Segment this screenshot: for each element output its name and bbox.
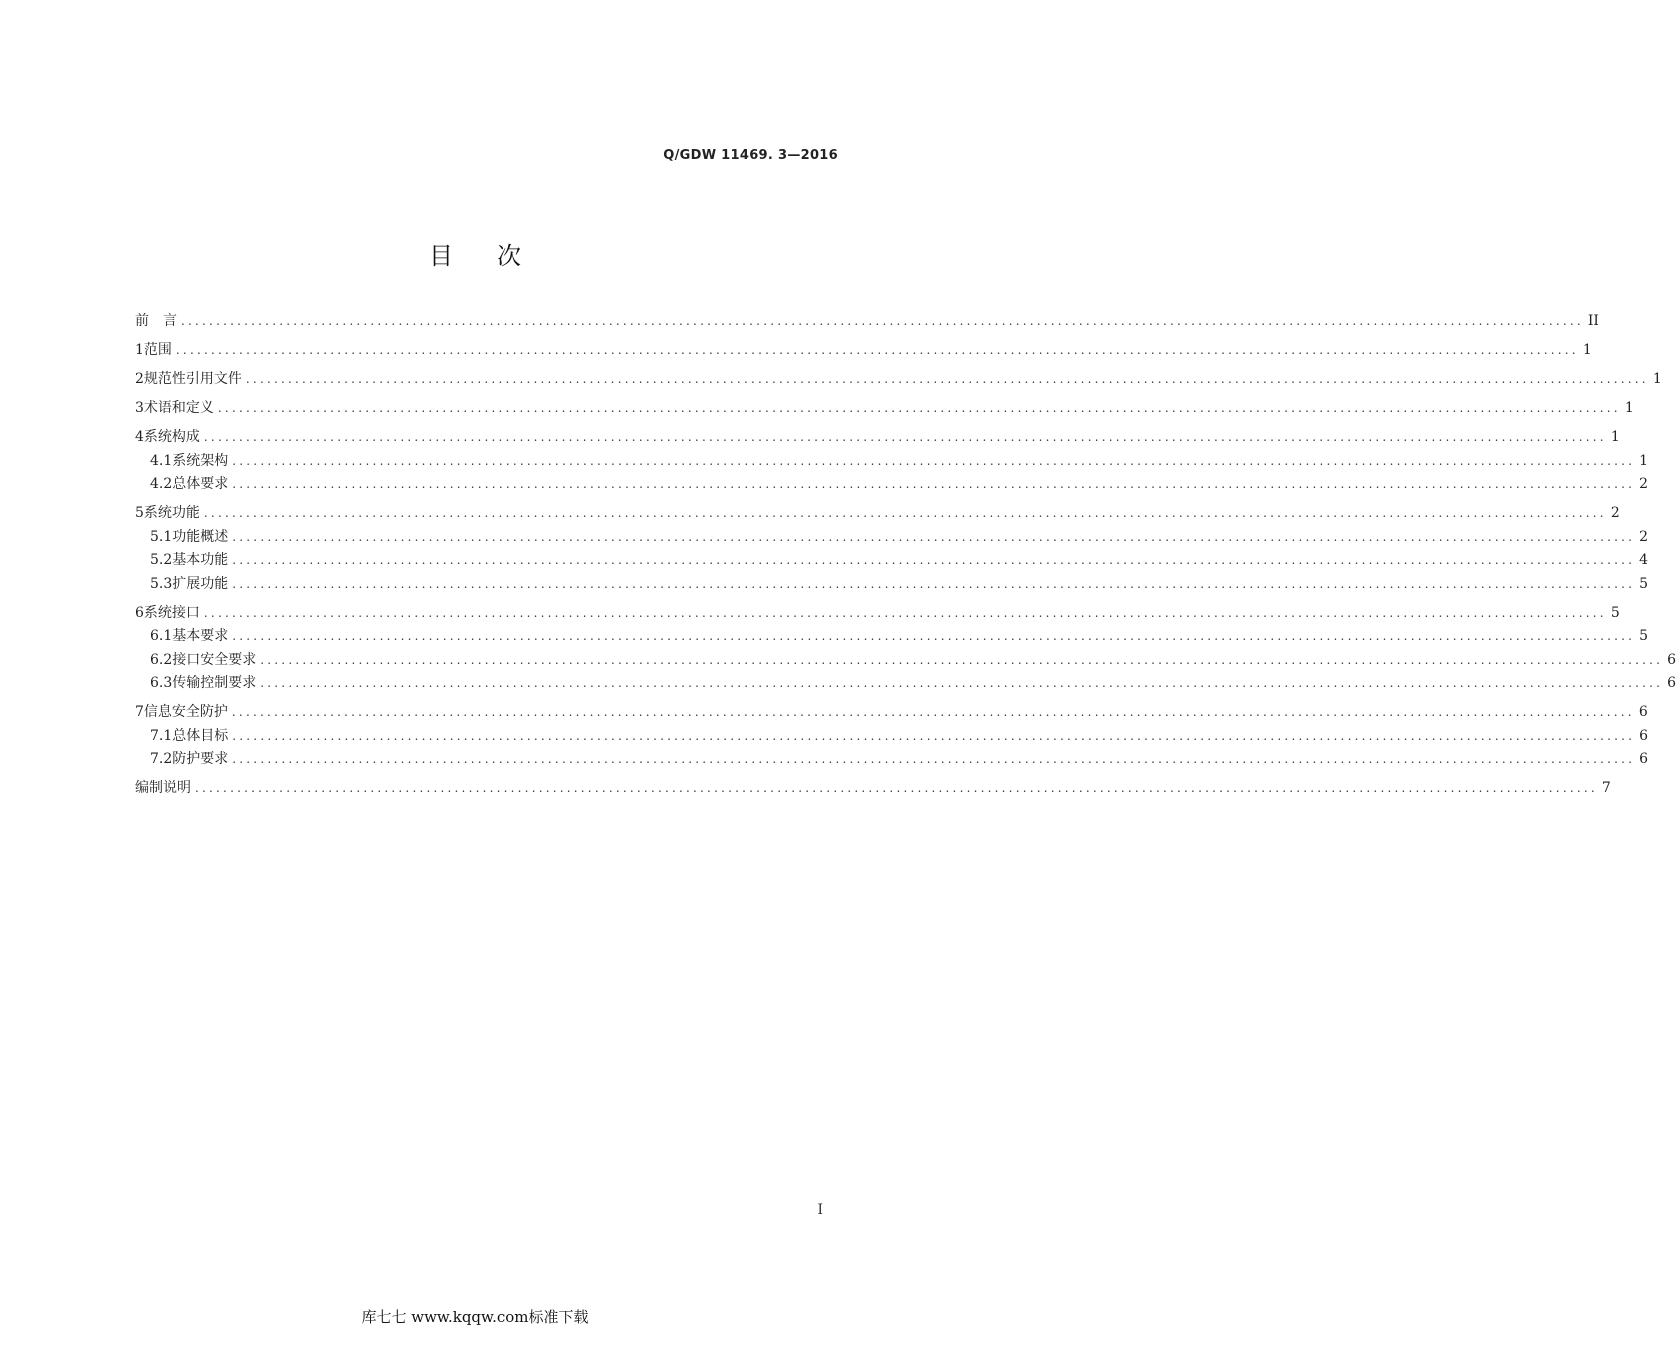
toc-entry-label: 系统接口	[143, 604, 200, 621]
toc-leader-dots: ........................................................................................................................................................................................................	[181, 314, 1584, 328]
toc-leader-dots: ........................................................................................................................................................................................................	[203, 430, 1607, 444]
toc-leader-dots: ........................................................................................................................................................................................................	[232, 529, 1636, 544]
toc-entry-page: 6	[1639, 727, 1649, 744]
toc-entry-page: 5	[1639, 575, 1649, 592]
toc-entry[interactable]	[135, 368, 1662, 392]
toc-leader-dots: ........................................................................................................................................................................................................	[232, 477, 1636, 491]
toc-entry-number: 7	[135, 704, 144, 720]
toc-entry-number: 5.2	[150, 552, 173, 568]
toc-entry[interactable]	[135, 397, 1634, 421]
toc-entry[interactable]	[135, 549, 1649, 573]
toc-leader-dots: ........................................................................................................................................................................................................	[195, 781, 1598, 795]
toc-leader-dots: ........................................................................................................................................................................................................	[203, 506, 1607, 520]
toc-entry-page: 1	[1582, 342, 1592, 358]
toc-entry-page: 1	[1610, 429, 1620, 445]
toc-entry-label: 防护要求	[172, 751, 229, 767]
toc-entry[interactable]	[135, 725, 1649, 749]
toc-entry-label: 术语和定义	[143, 400, 214, 416]
toc-entry-page: 2	[1639, 528, 1649, 545]
toc-entry-label: 功能概述	[172, 528, 229, 545]
toc-entry-number: 6.1	[150, 628, 173, 644]
toc-entry-number: 6	[135, 604, 144, 621]
toc-entry[interactable]	[135, 473, 1649, 497]
toc-entry-label: 总体要求	[172, 476, 229, 492]
toc-entry-number: 4	[135, 429, 144, 445]
toc-entry[interactable]	[135, 625, 1649, 649]
toc-entry[interactable]	[135, 649, 1676, 673]
toc-leader-dots: ........................................................................................................................................................................................................	[232, 553, 1636, 567]
toc-entry-label: 传输控制要求	[172, 675, 257, 691]
toc-leader-dots: ........................................................................................................................................................................................................	[232, 453, 1636, 468]
toc-entry-number: 6.3	[150, 675, 173, 691]
toc-entry-page: 6	[1667, 675, 1676, 691]
toc-leader-dots: ........................................................................................................................................................................................................	[232, 752, 1636, 766]
toc-leader-dots: ........................................................................................................................................................................................................	[175, 343, 1579, 357]
standard-code: Q/GDW 11469. 3—2016	[663, 148, 838, 163]
toc-entry-page: 6	[1639, 751, 1649, 767]
toc-entry-label: 接口安全要求	[172, 651, 257, 668]
table-of-contents	[135, 310, 1676, 801]
toc-entry[interactable]	[135, 602, 1620, 626]
toc-entry-number: 3	[135, 400, 144, 416]
toc-entry-label: 总体目标	[172, 727, 229, 744]
toc-entry-page: 1	[1652, 371, 1662, 387]
toc-entry[interactable]	[135, 526, 1649, 550]
toc-leader-dots: ........................................................................................................................................................................................................	[203, 605, 1607, 620]
toc-entry[interactable]	[135, 777, 1611, 801]
toc-entry-page: 6	[1638, 704, 1648, 720]
page-number: I	[817, 1202, 823, 1218]
toc-entry-number: 5.3	[150, 575, 173, 592]
toc-entry-number: 5	[135, 505, 144, 521]
toc-entry-number: 5.1	[150, 528, 173, 545]
toc-leader-dots: ........................................................................................................................................................................................................	[231, 705, 1635, 719]
toc-entry[interactable]	[135, 450, 1649, 474]
toc-entry-number: 6.2	[150, 651, 173, 668]
toc-entry-number: 2	[135, 371, 144, 387]
toc-entry[interactable]	[135, 701, 1648, 725]
toc-entry-label: 系统功能	[143, 505, 200, 521]
toc-entry-page: 2	[1639, 476, 1649, 492]
toc-leader-dots: ........................................................................................................................................................................................................	[232, 576, 1636, 591]
page-title: 目次	[429, 242, 565, 270]
toc-entry-label: 基本要求	[172, 628, 229, 644]
toc-entry-page: 5	[1610, 604, 1620, 621]
toc-entry-label: 系统架构	[172, 452, 229, 469]
toc-entry-page: 7	[1601, 780, 1611, 796]
toc-entry-label: 前 言	[135, 313, 177, 329]
toc-entry-page: 1	[1639, 452, 1649, 469]
toc-entry-label: 系统构成	[143, 429, 200, 445]
toc-entry-label: 范围	[143, 342, 172, 358]
toc-entry-label: 基本功能	[172, 552, 229, 568]
toc-entry-label: 规范性引用文件	[143, 371, 242, 387]
toc-entry-label: 信息安全防护	[143, 704, 228, 720]
toc-entry-label: 扩展功能	[172, 575, 229, 592]
watermark-text: 库七七 www.kqqw.com标准下载	[361, 1308, 589, 1326]
toc-leader-dots: ........................................................................................................................................................................................................	[232, 728, 1636, 743]
toc-entry-page: 6	[1667, 651, 1676, 668]
toc-entry-page: II	[1587, 313, 1599, 329]
toc-entry[interactable]	[135, 672, 1676, 696]
toc-entry[interactable]	[135, 339, 1592, 363]
toc-leader-dots: ........................................................................................................................................................................................................	[245, 372, 1649, 386]
toc-entry-number: 4.1	[150, 452, 173, 469]
toc-entry[interactable]	[135, 748, 1649, 772]
toc-entry-number: 1	[135, 342, 144, 358]
toc-entry[interactable]	[135, 426, 1620, 450]
toc-entry-page: 4	[1639, 552, 1649, 568]
toc-entry-label: 编制说明	[135, 780, 191, 796]
toc-entry-page: 5	[1639, 628, 1649, 644]
toc-entry-page: 1	[1624, 400, 1634, 416]
toc-entry[interactable]	[135, 502, 1620, 526]
toc-leader-dots: ........................................................................................................................................................................................................	[260, 676, 1664, 690]
toc-entry-page: 2	[1610, 505, 1620, 521]
toc-leader-dots: ........................................................................................................................................................................................................	[217, 401, 1621, 415]
toc-entry[interactable]	[135, 573, 1649, 597]
toc-leader-dots: ........................................................................................................................................................................................................	[260, 652, 1664, 667]
toc-entry-number: 4.2	[150, 476, 173, 492]
toc-entry-number: 7.2	[150, 751, 173, 767]
toc-leader-dots: ........................................................................................................................................................................................................	[232, 629, 1636, 643]
toc-entry-number: 7.1	[150, 727, 173, 744]
toc-entry[interactable]	[135, 310, 1599, 334]
